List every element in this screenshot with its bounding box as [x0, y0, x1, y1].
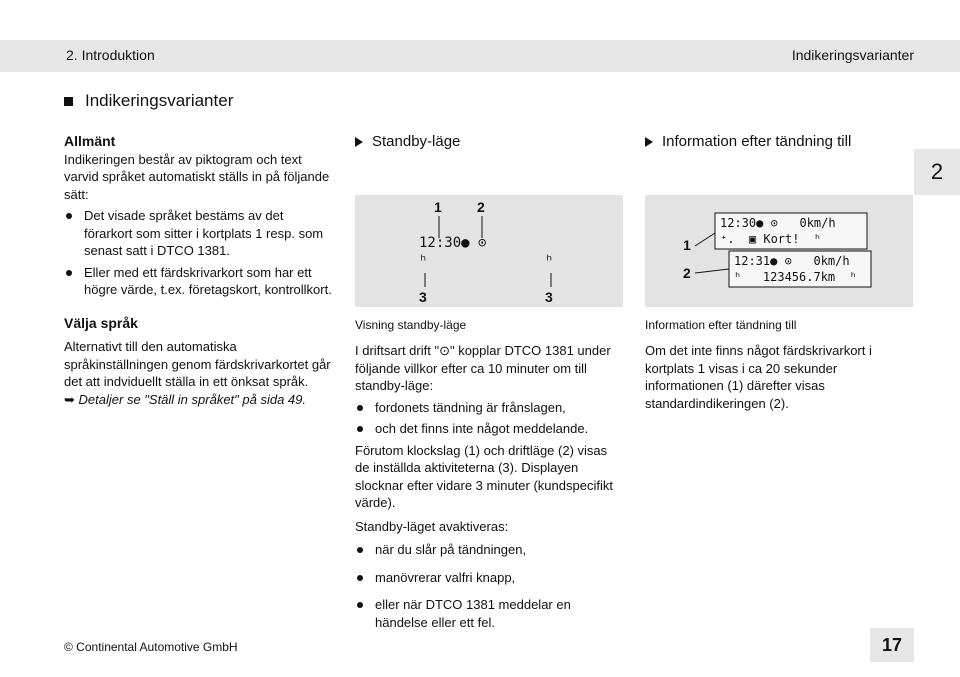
callout-1: 1	[434, 198, 442, 215]
header-section: Indikeringsvarianter	[791, 47, 914, 63]
deactivation-list	[355, 541, 625, 631]
column-standby	[355, 133, 625, 635]
list-item: Eller med ett färdskrivarkort som har ett högre värde, t.ex. företagskort, kontrollkort.	[64, 264, 334, 299]
copyright: © Continental Automotive GmbH	[64, 640, 238, 654]
page-title-text: Indikeringsvarianter	[85, 91, 234, 110]
callout-2: 2	[477, 198, 485, 215]
display-1-line-2: ⁺. ▣ Kort! ʰ	[720, 231, 822, 246]
triangle-bullet-icon	[355, 137, 363, 147]
page-number: 17	[870, 628, 914, 662]
display-1-line-1: 12:30● ⊙ 0km/h	[720, 215, 836, 230]
page-title	[64, 91, 233, 111]
standby-display-figure	[355, 163, 625, 305]
intro-paragraph: Indikeringen består av piktogram och text varvid språket automatiskt ställs in på följande sätt:	[64, 151, 330, 202]
chapter-tab: 2	[914, 149, 960, 195]
ignition-paragraph: Om det inte finns något färdskrivarkort i kortplats 1 visas i ca 20 sekunder informationen (1) därefter visas standardindikeringen (2).	[645, 343, 872, 411]
list-item: eller när DTCO 1381 meddelar en händelse eller ett fel.	[355, 596, 625, 631]
square-bullet-icon	[64, 97, 73, 106]
column-ignition-info	[645, 133, 915, 412]
heading-standby-text: Standby-läge	[372, 133, 461, 150]
figure-caption: Information efter tändning till	[645, 317, 797, 332]
heading-ignition-text: Information efter tändning till	[662, 133, 852, 150]
display-2-line-2: ʰ 123456.7km ʰ	[734, 269, 857, 284]
heading-ignition	[645, 133, 915, 151]
reference-arrow-icon: ➥	[64, 391, 75, 407]
list-item: Det visade språket bestäms av det förarkort som sitter i kortplats 1 resp. som senast satt i DTCO 1381.	[64, 207, 334, 260]
list-item: fordonets tändning är frånslagen,	[355, 399, 625, 417]
list-item: när du slår på tändningen,	[355, 541, 625, 559]
column-general	[64, 133, 334, 408]
select-language-paragraph: Alternativt till den automatiska språkinställningen genom färdskrivarkortet går det att indviduellt ställa in ett önksat språk.	[64, 339, 331, 389]
header-chapter: 2. Introduktion	[66, 47, 155, 63]
callout-3-left: 3	[419, 288, 427, 305]
heading-standby	[355, 133, 625, 151]
list-item: manövrerar valfri knapp,	[355, 569, 625, 587]
triangle-bullet-icon	[645, 137, 653, 147]
callout-1: 1	[683, 236, 691, 253]
standby-paragraph-3: Standby-läget avaktiveras:	[355, 518, 509, 534]
callout-2: 2	[683, 264, 691, 281]
page-reference[interactable]	[64, 391, 334, 409]
list-item: och det finns inte något meddelande.	[355, 420, 625, 438]
callout-lines	[355, 163, 625, 303]
activity-left: ʰ	[419, 252, 428, 269]
activity-right: ʰ	[545, 252, 554, 269]
standby-paragraph-2: Förutom klockslag (1) och driftläge (2) visas de inställda aktiviteterna (3). Displayen slocknar efter vidare 3 minuter (kundspecifikt värde).	[355, 442, 613, 510]
standby-conditions-list	[355, 399, 625, 438]
ignition-display-figure	[645, 163, 915, 284]
figure-caption: Visning standby-läge	[355, 317, 467, 332]
heading-general: Allmänt	[64, 133, 116, 149]
reference-text[interactable]: Detaljer se "Ställ in språket" på sida 49.	[78, 391, 306, 407]
lcd-line-1: 12:30● ⊙	[419, 234, 487, 251]
heading-select-language: Välja språk	[64, 314, 138, 331]
language-rules-list	[64, 207, 334, 299]
display-2-line-1: 12:31● ⊙ 0km/h	[734, 253, 850, 268]
standby-paragraph-1: I driftsart drift "⊙" kopplar DTCO 1381 under följande villkor efter ca 10 minuter om till standby-läge:	[355, 343, 611, 393]
callout-3-right: 3	[545, 288, 553, 305]
